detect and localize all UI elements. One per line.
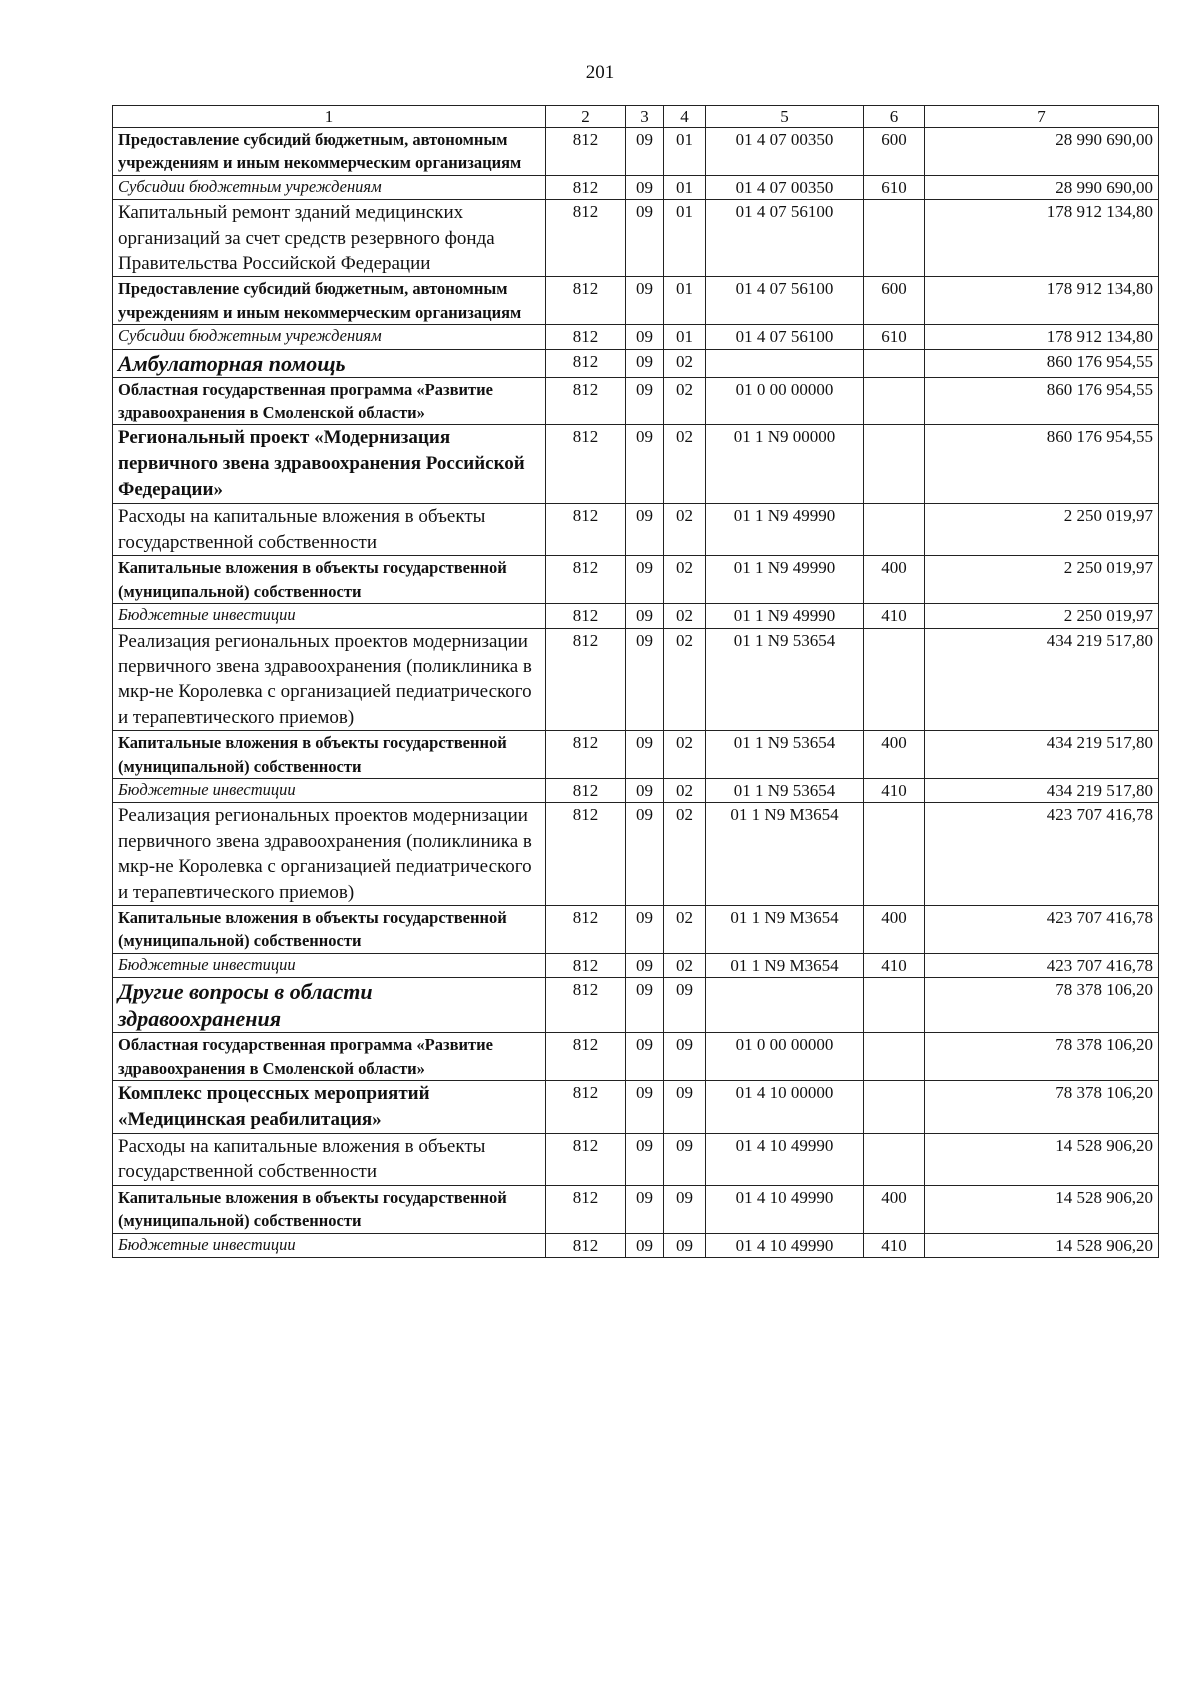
row-target-article: 01 1 N9 49990: [706, 556, 864, 604]
row-amount: 2 250 019,97: [925, 556, 1159, 604]
row-amount: 78 378 106,20: [925, 1033, 1159, 1081]
row-target-article: 01 4 10 49990: [706, 1134, 864, 1186]
row-name: Реализация региональных проектов модернизации первичного звена здравоохранения (поликлиника в мкр-не Королевка с организацией педиатрического и терапевтического приемов): [113, 628, 546, 731]
row-ministry-code: 812: [546, 1033, 626, 1081]
table-row: [113, 1033, 1159, 1081]
row-section: 09: [626, 425, 664, 504]
row-amount: 78 378 106,20: [925, 1081, 1159, 1134]
table-row: [113, 953, 1159, 977]
row-target-article: 01 0 00 00000: [706, 1033, 864, 1081]
table-row: [113, 1134, 1159, 1186]
row-amount: 860 176 954,55: [925, 349, 1159, 377]
row-name: Областная государственная программа «Развитие здравоохранения в Смоленской области»: [113, 377, 546, 425]
row-section: 09: [626, 953, 664, 977]
row-subsection: 02: [664, 349, 706, 377]
row-subsection: 02: [664, 778, 706, 802]
row-section: 09: [626, 377, 664, 425]
row-ministry-code: 812: [546, 128, 626, 176]
table-row: [113, 128, 1159, 176]
row-subsection: 09: [664, 1134, 706, 1186]
table-row: [113, 504, 1159, 556]
row-target-article: 01 4 07 00350: [706, 128, 864, 176]
row-amount: 860 176 954,55: [925, 425, 1159, 504]
row-subsection: 02: [664, 953, 706, 977]
row-subsection: 01: [664, 200, 706, 277]
row-target-article: 01 1 N9 49990: [706, 604, 864, 628]
row-ministry-code: 812: [546, 1185, 626, 1233]
row-ministry-code: 812: [546, 1081, 626, 1134]
row-expense-type: [864, 377, 925, 425]
budget-table: [112, 105, 1159, 1258]
row-expense-type: 600: [864, 128, 925, 176]
row-target-article: 01 1 N9 53654: [706, 731, 864, 779]
header-col-6: 6: [864, 106, 925, 128]
row-subsection: 01: [664, 325, 706, 349]
row-amount: 2 250 019,97: [925, 604, 1159, 628]
row-amount: 14 528 906,20: [925, 1134, 1159, 1186]
row-ministry-code: 812: [546, 325, 626, 349]
row-amount: 2 250 019,97: [925, 504, 1159, 556]
table-row: [113, 175, 1159, 199]
row-name: Субсидии бюджетным учреждениям: [113, 175, 546, 199]
row-ministry-code: 812: [546, 349, 626, 377]
row-name: Бюджетные инвестиции: [113, 1233, 546, 1257]
row-amount: 423 707 416,78: [925, 953, 1159, 977]
row-subsection: 01: [664, 128, 706, 176]
row-subsection: 02: [664, 425, 706, 504]
table-row: [113, 628, 1159, 731]
header-col-4: 4: [664, 106, 706, 128]
row-expense-type: 400: [864, 1185, 925, 1233]
row-target-article: [706, 978, 864, 1033]
row-amount: 28 990 690,00: [925, 175, 1159, 199]
table-row: [113, 1081, 1159, 1134]
row-name: Бюджетные инвестиции: [113, 953, 546, 977]
row-expense-type: [864, 504, 925, 556]
row-ministry-code: 812: [546, 504, 626, 556]
row-subsection: 01: [664, 175, 706, 199]
row-expense-type: 400: [864, 556, 925, 604]
row-amount: 178 912 134,80: [925, 277, 1159, 325]
row-amount: 434 219 517,80: [925, 628, 1159, 731]
row-name: Капитальные вложения в объекты государственной (муниципальной) собственности: [113, 731, 546, 779]
table-row: [113, 556, 1159, 604]
row-expense-type: [864, 349, 925, 377]
row-name: Региональный проект «Модернизация первичного звена здравоохранения Российской Федерации»: [113, 425, 546, 504]
row-name: Капитальный ремонт зданий медицинских организаций за счет средств резервного фонда Правительства Российской Федерации: [113, 200, 546, 277]
row-subsection: 09: [664, 1081, 706, 1134]
row-subsection: 09: [664, 1233, 706, 1257]
row-amount: 434 219 517,80: [925, 778, 1159, 802]
table-row: [113, 604, 1159, 628]
row-section: 09: [626, 731, 664, 779]
row-section: 09: [626, 1185, 664, 1233]
row-target-article: 01 1 N9 M3654: [706, 803, 864, 906]
table-row: [113, 1233, 1159, 1257]
table-header-row: [113, 106, 1159, 128]
table-row: [113, 731, 1159, 779]
row-target-article: 01 1 N9 M3654: [706, 953, 864, 977]
row-amount: 860 176 954,55: [925, 377, 1159, 425]
row-expense-type: [864, 1081, 925, 1134]
row-expense-type: 410: [864, 778, 925, 802]
row-ministry-code: 812: [546, 377, 626, 425]
table-row: [113, 349, 1159, 377]
row-ministry-code: 812: [546, 1233, 626, 1257]
row-name: Амбулаторная помощь: [113, 349, 546, 377]
row-name: Бюджетные инвестиции: [113, 604, 546, 628]
row-name: Предоставление субсидий бюджетным, автономным учреждениям и иным некоммерческим организациям: [113, 277, 546, 325]
row-name: Капитальные вложения в объекты государственной (муниципальной) собственности: [113, 905, 546, 953]
row-expense-type: 410: [864, 604, 925, 628]
row-ministry-code: 812: [546, 978, 626, 1033]
row-amount: 423 707 416,78: [925, 803, 1159, 906]
row-ministry-code: 812: [546, 731, 626, 779]
row-expense-type: [864, 1134, 925, 1186]
row-amount: 14 528 906,20: [925, 1185, 1159, 1233]
row-section: 09: [626, 905, 664, 953]
row-section: 09: [626, 200, 664, 277]
page-number: 201: [585, 62, 615, 83]
row-section: 09: [626, 604, 664, 628]
row-ministry-code: 812: [546, 803, 626, 906]
row-target-article: 01 0 00 00000: [706, 377, 864, 425]
row-expense-type: [864, 978, 925, 1033]
row-expense-type: [864, 425, 925, 504]
row-name: Другие вопросы в области здравоохранения: [113, 978, 546, 1033]
row-section: 09: [626, 978, 664, 1033]
row-target-article: 01 4 10 00000: [706, 1081, 864, 1134]
row-section: 09: [626, 504, 664, 556]
row-target-article: 01 4 07 56100: [706, 325, 864, 349]
row-target-article: 01 4 10 49990: [706, 1233, 864, 1257]
row-expense-type: [864, 628, 925, 731]
row-name: Предоставление субсидий бюджетным, автономным учреждениям и иным некоммерческим организациям: [113, 128, 546, 176]
row-ministry-code: 812: [546, 905, 626, 953]
row-section: 09: [626, 1033, 664, 1081]
row-section: 09: [626, 556, 664, 604]
row-target-article: 01 1 N9 M3654: [706, 905, 864, 953]
row-section: 09: [626, 175, 664, 199]
row-amount: 178 912 134,80: [925, 200, 1159, 277]
row-expense-type: [864, 200, 925, 277]
row-section: 09: [626, 778, 664, 802]
table-row: [113, 978, 1159, 1033]
row-ministry-code: 812: [546, 628, 626, 731]
row-target-article: 01 4 10 49990: [706, 1185, 864, 1233]
row-subsection: 02: [664, 604, 706, 628]
row-target-article: 01 1 N9 53654: [706, 778, 864, 802]
row-section: 09: [626, 349, 664, 377]
row-amount: 178 912 134,80: [925, 325, 1159, 349]
row-target-article: 01 4 07 56100: [706, 277, 864, 325]
row-amount: 14 528 906,20: [925, 1233, 1159, 1257]
row-expense-type: 610: [864, 175, 925, 199]
row-amount: 78 378 106,20: [925, 978, 1159, 1033]
table-row: [113, 1185, 1159, 1233]
row-amount: 28 990 690,00: [925, 128, 1159, 176]
row-section: 09: [626, 628, 664, 731]
row-name: Расходы на капитальные вложения в объекты государственной собственности: [113, 504, 546, 556]
row-expense-type: [864, 1033, 925, 1081]
table-body: [113, 106, 1159, 1258]
row-expense-type: [864, 803, 925, 906]
row-section: 09: [626, 1134, 664, 1186]
row-name: Капитальные вложения в объекты государственной (муниципальной) собственности: [113, 556, 546, 604]
row-ministry-code: 812: [546, 425, 626, 504]
row-amount: 423 707 416,78: [925, 905, 1159, 953]
header-col-1: 1: [113, 106, 546, 128]
row-subsection: 02: [664, 905, 706, 953]
row-section: 09: [626, 803, 664, 906]
table-row: [113, 425, 1159, 504]
row-target-article: 01 1 N9 49990: [706, 504, 864, 556]
row-expense-type: 410: [864, 953, 925, 977]
table-row: [113, 277, 1159, 325]
table-row: [113, 377, 1159, 425]
row-target-article: 01 4 07 00350: [706, 175, 864, 199]
row-section: 09: [626, 1233, 664, 1257]
row-subsection: 02: [664, 377, 706, 425]
row-target-article: [706, 349, 864, 377]
row-target-article: 01 1 N9 53654: [706, 628, 864, 731]
table-row: [113, 778, 1159, 802]
row-ministry-code: 812: [546, 1134, 626, 1186]
row-ministry-code: 812: [546, 200, 626, 277]
row-subsection: 02: [664, 803, 706, 906]
row-ministry-code: 812: [546, 604, 626, 628]
row-name: Расходы на капитальные вложения в объекты государственной собственности: [113, 1134, 546, 1186]
row-expense-type: 610: [864, 325, 925, 349]
header-col-2: 2: [546, 106, 626, 128]
row-section: 09: [626, 128, 664, 176]
row-subsection: 09: [664, 978, 706, 1033]
table-row: [113, 325, 1159, 349]
row-section: 09: [626, 277, 664, 325]
row-subsection: 02: [664, 556, 706, 604]
row-subsection: 02: [664, 731, 706, 779]
row-subsection: 02: [664, 504, 706, 556]
row-ministry-code: 812: [546, 277, 626, 325]
row-ministry-code: 812: [546, 556, 626, 604]
row-subsection: 09: [664, 1033, 706, 1081]
row-ministry-code: 812: [546, 778, 626, 802]
row-section: 09: [626, 1081, 664, 1134]
row-subsection: 09: [664, 1185, 706, 1233]
row-expense-type: 410: [864, 1233, 925, 1257]
row-expense-type: 400: [864, 905, 925, 953]
row-name: Капитальные вложения в объекты государственной (муниципальной) собственности: [113, 1185, 546, 1233]
row-name: Комплекс процессных мероприятий «Медицинская реабилитация»: [113, 1081, 546, 1134]
table-row: [113, 803, 1159, 906]
row-subsection: 02: [664, 628, 706, 731]
row-amount: 434 219 517,80: [925, 731, 1159, 779]
row-target-article: 01 4 07 56100: [706, 200, 864, 277]
row-subsection: 01: [664, 277, 706, 325]
row-ministry-code: 812: [546, 175, 626, 199]
header-col-3: 3: [626, 106, 664, 128]
row-target-article: 01 1 N9 00000: [706, 425, 864, 504]
row-name: Областная государственная программа «Развитие здравоохранения в Смоленской области»: [113, 1033, 546, 1081]
table-row: [113, 905, 1159, 953]
row-ministry-code: 812: [546, 953, 626, 977]
row-name: Субсидии бюджетным учреждениям: [113, 325, 546, 349]
row-section: 09: [626, 325, 664, 349]
row-name: Реализация региональных проектов модернизации первичного звена здравоохранения (поликлиника в мкр-не Королевка с организацией педиатрического и терапевтического приемов): [113, 803, 546, 906]
header-col-5: 5: [706, 106, 864, 128]
row-expense-type: 600: [864, 277, 925, 325]
row-name: Бюджетные инвестиции: [113, 778, 546, 802]
row-expense-type: 400: [864, 731, 925, 779]
table-row: [113, 200, 1159, 277]
header-col-7: 7: [925, 106, 1159, 128]
